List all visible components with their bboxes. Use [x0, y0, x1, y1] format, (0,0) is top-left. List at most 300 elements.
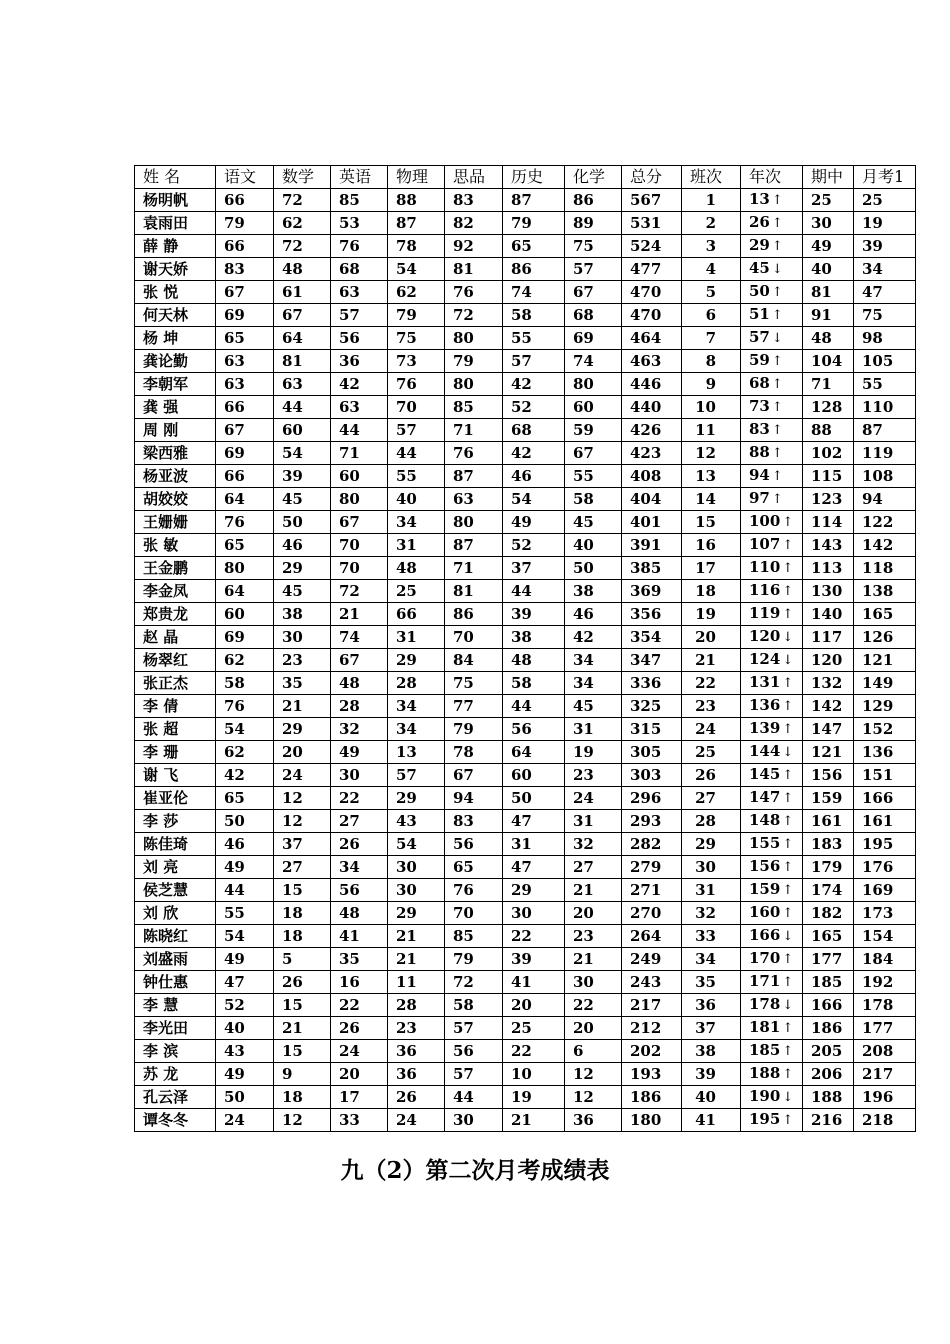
score-cell: 180: [622, 1108, 682, 1131]
score-cell: 30: [331, 763, 388, 786]
midterm-rank-cell: 188: [803, 1085, 854, 1108]
score-cell: 75: [388, 326, 445, 349]
score-cell: 18: [274, 901, 331, 924]
grade-rank-cell: [741, 878, 803, 901]
up-arrow-icon: ↑: [771, 284, 783, 300]
score-cell: 38: [274, 602, 331, 625]
grade-rank-value: 97: [749, 488, 770, 507]
score-cell: 49: [216, 947, 274, 970]
score-cell: 47: [503, 855, 565, 878]
class-rank-cell: 2: [682, 211, 741, 234]
student-name-cell: 龚论勤: [135, 349, 216, 372]
score-cell: 72: [445, 303, 503, 326]
score-cell: 271: [622, 878, 682, 901]
monthly-rank-cell: 121: [854, 648, 916, 671]
grade-rank-cell: [741, 556, 803, 579]
column-header: 语文: [216, 166, 274, 189]
grade-rank-value: 166: [749, 925, 781, 944]
score-cell: 55: [503, 326, 565, 349]
score-cell: 21: [503, 1108, 565, 1131]
score-cell: 76: [216, 510, 274, 533]
score-cell: 62: [388, 280, 445, 303]
class-rank-cell: 28: [682, 809, 741, 832]
class-rank-cell: 18: [682, 579, 741, 602]
student-name-cell: 侯芝慧: [135, 878, 216, 901]
up-arrow-icon: ↑: [782, 560, 794, 576]
score-cell: 24: [388, 1108, 445, 1131]
up-arrow-icon: ↑: [771, 445, 783, 461]
monthly-rank-cell: 161: [854, 809, 916, 832]
score-cell: 84: [445, 648, 503, 671]
score-cell: 12: [274, 1108, 331, 1131]
class-rank-cell: 4: [682, 257, 741, 280]
grade-rank-cell: [741, 786, 803, 809]
student-name-cell: 钟仕惠: [135, 970, 216, 993]
score-cell: 80: [445, 510, 503, 533]
score-cell: 66: [388, 602, 445, 625]
class-rank-cell: 1: [682, 188, 741, 211]
score-cell: 69: [216, 441, 274, 464]
score-cell: 49: [216, 855, 274, 878]
page-title: 九（2）第二次月考成绩表: [340, 1157, 610, 1184]
score-cell: 57: [331, 303, 388, 326]
grade-rank-cell: [741, 418, 803, 441]
column-header: 历史: [503, 166, 565, 189]
down-arrow-icon: ↓: [782, 997, 794, 1013]
score-cell: 43: [388, 809, 445, 832]
grade-rank-cell: [741, 648, 803, 671]
midterm-rank-cell: 147: [803, 717, 854, 740]
score-cell: 282: [622, 832, 682, 855]
midterm-rank-cell: 161: [803, 809, 854, 832]
score-cell: 15: [274, 993, 331, 1016]
grade-rank-cell: [741, 924, 803, 947]
score-cell: 34: [388, 717, 445, 740]
score-cell: 79: [503, 211, 565, 234]
table-row: [135, 832, 916, 855]
grade-rank-cell: [741, 809, 803, 832]
midterm-rank-cell: 179: [803, 855, 854, 878]
score-cell: 10: [503, 1062, 565, 1085]
score-cell: 87: [388, 211, 445, 234]
class-rank-cell: 9: [682, 372, 741, 395]
grade-rank-value: 13: [749, 189, 770, 208]
score-cell: 58: [565, 487, 622, 510]
column-header: 数学: [274, 166, 331, 189]
score-cell: 59: [565, 418, 622, 441]
score-cell: 40: [388, 487, 445, 510]
score-cell: 50: [216, 1085, 274, 1108]
score-cell: 48: [503, 648, 565, 671]
column-header: 英语: [331, 166, 388, 189]
score-cell: 42: [503, 372, 565, 395]
score-cell: 74: [331, 625, 388, 648]
class-rank-cell: 37: [682, 1016, 741, 1039]
midterm-rank-cell: 183: [803, 832, 854, 855]
score-cell: 63: [331, 280, 388, 303]
midterm-rank-cell: 104: [803, 349, 854, 372]
table-row: [135, 533, 916, 556]
midterm-rank-cell: 186: [803, 1016, 854, 1039]
up-arrow-icon: ↑: [782, 606, 794, 622]
monthly-rank-cell: 110: [854, 395, 916, 418]
grade-rank-cell: [741, 947, 803, 970]
score-cell: 13: [388, 740, 445, 763]
student-name-cell: 何天林: [135, 303, 216, 326]
score-cell: 44: [503, 579, 565, 602]
class-rank-cell: 6: [682, 303, 741, 326]
class-rank-cell: 10: [682, 395, 741, 418]
table-row: [135, 970, 916, 993]
grade-rank-cell: [741, 694, 803, 717]
monthly-rank-cell: 177: [854, 1016, 916, 1039]
score-cell: 22: [503, 1039, 565, 1062]
table-body: [135, 188, 916, 1131]
score-cell: 74: [503, 280, 565, 303]
score-cell: 41: [503, 970, 565, 993]
grade-rank-cell: [741, 441, 803, 464]
score-cell: 57: [503, 349, 565, 372]
monthly-rank-cell: 166: [854, 786, 916, 809]
grade-rank-value: 195: [749, 1109, 781, 1128]
score-cell: 71: [331, 441, 388, 464]
monthly-rank-cell: 122: [854, 510, 916, 533]
grade-rank-cell: [741, 395, 803, 418]
midterm-rank-cell: 128: [803, 395, 854, 418]
score-cell: 15: [274, 878, 331, 901]
up-arrow-icon: ↑: [782, 537, 794, 553]
monthly-rank-cell: 119: [854, 441, 916, 464]
score-cell: 567: [622, 188, 682, 211]
score-cell: 42: [565, 625, 622, 648]
table-row: [135, 579, 916, 602]
score-cell: 64: [216, 579, 274, 602]
grade-rank-cell: [741, 1085, 803, 1108]
midterm-rank-cell: 140: [803, 602, 854, 625]
score-cell: 70: [388, 395, 445, 418]
table-row: [135, 1062, 916, 1085]
up-arrow-icon: ↑: [782, 859, 794, 875]
class-rank-cell: 22: [682, 671, 741, 694]
score-cell: 23: [388, 1016, 445, 1039]
class-rank-cell: 30: [682, 855, 741, 878]
student-name-cell: 刘 亮: [135, 855, 216, 878]
score-cell: 37: [503, 556, 565, 579]
score-cell: 20: [503, 993, 565, 1016]
class-rank-cell: 34: [682, 947, 741, 970]
monthly-rank-cell: 195: [854, 832, 916, 855]
grade-rank-cell: [741, 188, 803, 211]
grade-rank-value: 124: [749, 649, 781, 668]
score-cell: 86: [445, 602, 503, 625]
score-cell: 19: [503, 1085, 565, 1108]
grade-rank-value: 100: [749, 511, 781, 530]
score-cell: 36: [388, 1062, 445, 1085]
student-name-cell: 苏 龙: [135, 1062, 216, 1085]
score-cell: 20: [565, 901, 622, 924]
score-cell: 83: [445, 188, 503, 211]
up-arrow-icon: ↑: [782, 698, 794, 714]
midterm-rank-cell: 156: [803, 763, 854, 786]
down-arrow-icon: ↓: [771, 261, 783, 277]
student-name-cell: 王金鹏: [135, 556, 216, 579]
score-cell: 21: [565, 878, 622, 901]
student-name-cell: 杨 坤: [135, 326, 216, 349]
up-arrow-icon: ↑: [771, 307, 783, 323]
score-cell: 34: [331, 855, 388, 878]
midterm-rank-cell: 177: [803, 947, 854, 970]
score-cell: 30: [445, 1108, 503, 1131]
score-cell: 20: [565, 1016, 622, 1039]
up-arrow-icon: ↑: [771, 422, 783, 438]
score-cell: 54: [216, 717, 274, 740]
score-cell: 27: [274, 855, 331, 878]
monthly-rank-cell: 192: [854, 970, 916, 993]
score-table: [134, 165, 916, 1132]
up-arrow-icon: ↑: [771, 238, 783, 254]
midterm-rank-cell: 206: [803, 1062, 854, 1085]
class-rank-cell: 15: [682, 510, 741, 533]
up-arrow-icon: ↑: [782, 951, 794, 967]
class-rank-cell: 40: [682, 1085, 741, 1108]
monthly-rank-cell: 149: [854, 671, 916, 694]
score-cell: 11: [388, 970, 445, 993]
midterm-rank-cell: 132: [803, 671, 854, 694]
score-cell: 217: [622, 993, 682, 1016]
table-row: [135, 188, 916, 211]
midterm-rank-cell: 30: [803, 211, 854, 234]
score-cell: 66: [216, 234, 274, 257]
grade-rank-value: 107: [749, 534, 781, 553]
score-cell: 30: [565, 970, 622, 993]
student-name-cell: 龚 强: [135, 395, 216, 418]
score-cell: 44: [503, 694, 565, 717]
score-cell: 87: [503, 188, 565, 211]
score-cell: 35: [274, 671, 331, 694]
score-cell: 83: [445, 809, 503, 832]
table-row: [135, 901, 916, 924]
midterm-rank-cell: 165: [803, 924, 854, 947]
score-cell: 347: [622, 648, 682, 671]
column-header: 姓 名: [135, 166, 216, 189]
student-name-cell: 张 敏: [135, 533, 216, 556]
score-cell: 27: [565, 855, 622, 878]
midterm-rank-cell: 159: [803, 786, 854, 809]
student-name-cell: 李 滨: [135, 1039, 216, 1062]
score-cell: 72: [274, 234, 331, 257]
score-cell: 45: [565, 694, 622, 717]
score-cell: 325: [622, 694, 682, 717]
class-rank-cell: 36: [682, 993, 741, 1016]
student-name-cell: 梁西雅: [135, 441, 216, 464]
score-cell: 81: [445, 579, 503, 602]
score-cell: 356: [622, 602, 682, 625]
score-cell: 23: [565, 763, 622, 786]
score-cell: 21: [388, 924, 445, 947]
grade-rank-value: 29: [749, 235, 770, 254]
down-arrow-icon: ↓: [782, 744, 794, 760]
student-name-cell: 谭冬冬: [135, 1108, 216, 1131]
score-cell: 31: [503, 832, 565, 855]
down-arrow-icon: ↓: [782, 928, 794, 944]
student-name-cell: 李 慧: [135, 993, 216, 1016]
student-name-cell: 李 倩: [135, 694, 216, 717]
score-cell: 26: [274, 970, 331, 993]
score-cell: 369: [622, 579, 682, 602]
score-cell: 55: [216, 901, 274, 924]
score-cell: 80: [216, 556, 274, 579]
table-row: [135, 763, 916, 786]
midterm-rank-cell: 102: [803, 441, 854, 464]
monthly-rank-cell: 55: [854, 372, 916, 395]
up-arrow-icon: ↑: [782, 882, 794, 898]
grade-rank-value: 181: [749, 1017, 781, 1036]
monthly-rank-cell: 126: [854, 625, 916, 648]
grade-rank-value: 57: [749, 327, 770, 346]
score-cell: 28: [388, 993, 445, 1016]
score-cell: 20: [331, 1062, 388, 1085]
score-cell: 426: [622, 418, 682, 441]
score-cell: 264: [622, 924, 682, 947]
score-cell: 40: [216, 1016, 274, 1039]
score-cell: 36: [388, 1039, 445, 1062]
score-cell: 60: [503, 763, 565, 786]
score-cell: 46: [565, 602, 622, 625]
score-cell: 70: [445, 901, 503, 924]
grade-rank-cell: [741, 1108, 803, 1131]
student-name-cell: 李光田: [135, 1016, 216, 1039]
score-cell: 305: [622, 740, 682, 763]
grade-rank-value: 119: [749, 603, 781, 622]
score-cell: 22: [331, 993, 388, 1016]
score-cell: 408: [622, 464, 682, 487]
midterm-rank-cell: 185: [803, 970, 854, 993]
score-cell: 464: [622, 326, 682, 349]
midterm-rank-cell: 216: [803, 1108, 854, 1131]
score-cell: 30: [274, 625, 331, 648]
score-cell: 79: [445, 349, 503, 372]
score-cell: 52: [503, 395, 565, 418]
score-cell: 21: [331, 602, 388, 625]
table-row: [135, 349, 916, 372]
score-cell: 38: [565, 579, 622, 602]
student-name-cell: 谢 飞: [135, 763, 216, 786]
midterm-rank-cell: 205: [803, 1039, 854, 1062]
monthly-rank-cell: 178: [854, 993, 916, 1016]
monthly-rank-cell: 152: [854, 717, 916, 740]
up-arrow-icon: ↑: [782, 767, 794, 783]
table-row: [135, 211, 916, 234]
grade-rank-value: 159: [749, 879, 781, 898]
monthly-rank-cell: 165: [854, 602, 916, 625]
grade-rank-value: 26: [749, 212, 770, 231]
score-cell: 50: [274, 510, 331, 533]
score-cell: 26: [331, 1016, 388, 1039]
table-row: [135, 878, 916, 901]
monthly-rank-cell: 218: [854, 1108, 916, 1131]
table-header-row: [135, 166, 916, 189]
grade-rank-cell: [741, 901, 803, 924]
grade-rank-cell: [741, 717, 803, 740]
score-cell: 85: [331, 188, 388, 211]
monthly-rank-cell: 25: [854, 188, 916, 211]
grade-rank-value: 83: [749, 419, 770, 438]
table-row: [135, 924, 916, 947]
score-cell: 29: [274, 556, 331, 579]
monthly-rank-cell: 196: [854, 1085, 916, 1108]
grade-rank-value: 59: [749, 350, 770, 369]
monthly-rank-cell: 217: [854, 1062, 916, 1085]
score-cell: 76: [445, 441, 503, 464]
score-cell: 463: [622, 349, 682, 372]
student-name-cell: 刘盛雨: [135, 947, 216, 970]
table-row: [135, 694, 916, 717]
score-cell: 21: [388, 947, 445, 970]
score-cell: 67: [274, 303, 331, 326]
score-cell: 66: [216, 395, 274, 418]
table-row: [135, 1108, 916, 1131]
score-cell: 44: [331, 418, 388, 441]
score-cell: 28: [388, 671, 445, 694]
score-cell: 60: [331, 464, 388, 487]
score-cell: 79: [216, 211, 274, 234]
score-cell: 54: [388, 257, 445, 280]
grade-rank-value: 45: [749, 258, 770, 277]
class-rank-cell: 31: [682, 878, 741, 901]
table-row: [135, 625, 916, 648]
up-arrow-icon: ↑: [782, 813, 794, 829]
score-cell: 49: [216, 1062, 274, 1085]
monthly-rank-cell: 154: [854, 924, 916, 947]
monthly-rank-cell: 87: [854, 418, 916, 441]
midterm-rank-cell: 88: [803, 418, 854, 441]
score-cell: 33: [331, 1108, 388, 1131]
score-cell: 80: [331, 487, 388, 510]
midterm-rank-cell: 115: [803, 464, 854, 487]
score-cell: 531: [622, 211, 682, 234]
score-cell: 23: [565, 924, 622, 947]
score-cell: 56: [503, 717, 565, 740]
student-name-cell: 薛 静: [135, 234, 216, 257]
down-arrow-icon: ↓: [782, 652, 794, 668]
monthly-rank-cell: 208: [854, 1039, 916, 1062]
column-header: 化学: [565, 166, 622, 189]
grade-rank-value: 68: [749, 373, 770, 392]
score-cell: 18: [274, 924, 331, 947]
score-cell: 45: [274, 579, 331, 602]
class-rank-cell: 29: [682, 832, 741, 855]
grade-rank-cell: [741, 1039, 803, 1062]
score-cell: 18: [274, 1085, 331, 1108]
score-cell: 75: [445, 671, 503, 694]
score-cell: 21: [274, 694, 331, 717]
score-cell: 16: [331, 970, 388, 993]
score-cell: 12: [274, 809, 331, 832]
score-cell: 76: [331, 234, 388, 257]
table-row: [135, 326, 916, 349]
score-cell: 34: [565, 648, 622, 671]
class-rank-cell: 8: [682, 349, 741, 372]
score-cell: 470: [622, 303, 682, 326]
grade-rank-value: 120: [749, 626, 781, 645]
score-cell: 391: [622, 533, 682, 556]
class-rank-cell: 25: [682, 740, 741, 763]
grade-rank-cell: [741, 579, 803, 602]
score-cell: 32: [331, 717, 388, 740]
score-cell: 87: [445, 464, 503, 487]
score-cell: 22: [565, 993, 622, 1016]
grade-rank-value: 51: [749, 304, 770, 323]
